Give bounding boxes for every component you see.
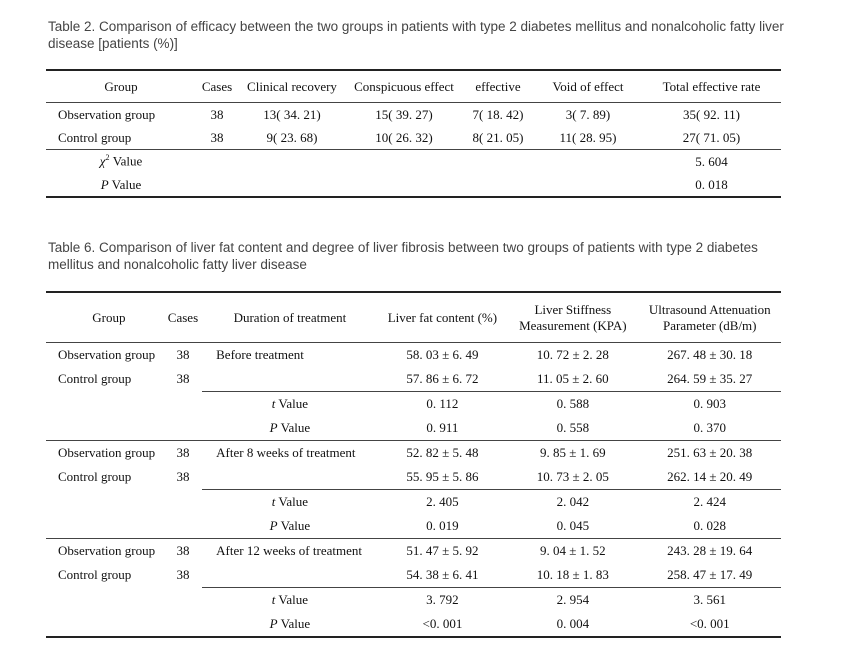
table-row <box>46 126 781 150</box>
void-of-effect-cell: 3( 7. 89) <box>565 106 611 122</box>
header-group: Group <box>46 292 164 343</box>
table-row <box>46 441 781 466</box>
p-value-label: P Value <box>100 176 142 192</box>
ultrasound-attenuation-cell: 267. 48 ± 30. 18 <box>667 347 753 362</box>
p-value-label: P Value <box>269 518 311 533</box>
liver-fat-cell: 57. 86 ± 6. 72 <box>406 371 479 386</box>
p-value-row <box>46 514 781 539</box>
cases-cell: 38 <box>176 347 190 362</box>
group-cell: Observation group <box>58 347 156 362</box>
ultrasound-attenuation-cell: 258. 47 ± 17. 49 <box>667 567 753 582</box>
cases-cell: 38 <box>210 129 224 145</box>
chi-square-label: $\chi^2$ Value <box>46 150 196 174</box>
group-cell: Control group <box>58 469 132 485</box>
liver-stiffness-cell: 10. 18 ± 1. 83 <box>536 567 609 582</box>
p-value-uap: 0. 370 <box>693 420 726 435</box>
t-value-uap: 3. 561 <box>639 588 782 613</box>
header-cases: Cases <box>196 70 238 103</box>
effective-cell: 8( 21. 05) <box>472 129 524 145</box>
t-value-row <box>46 392 781 417</box>
p-value-fat: <0. 001 <box>422 616 463 631</box>
ultrasound-attenuation-cell: 264. 59 ± 35. 27 <box>667 371 753 386</box>
table-row <box>46 343 781 368</box>
ultrasound-attenuation-cell: 251. 63 ± 20. 38 <box>639 441 782 466</box>
p-value-lsm: 0. 045 <box>556 518 590 533</box>
clinical-recovery-cell: 9( 23. 68) <box>266 129 318 145</box>
header-ultrasound-attenuation: Ultrasound Attenuation Parameter (dB/m) <box>639 292 782 343</box>
conspicuous-effect-cell: 10( 26. 32) <box>375 129 433 145</box>
ultrasound-attenuation-cell: 243. 28 ± 19. 64 <box>639 539 782 564</box>
header-total-effective-rate: Total effective rate <box>642 70 781 103</box>
cases-cell: 38 <box>164 539 202 564</box>
total-effective-rate-cell: 35( 92. 11) <box>683 106 740 122</box>
p-value-row <box>46 416 781 441</box>
group-cell: Control group <box>58 567 132 583</box>
duration-cell: After 8 weeks of treatment <box>202 441 378 466</box>
ultrasound-attenuation-cell: 262. 14 ± 20. 49 <box>667 469 753 484</box>
p-value-label: P Value <box>269 420 311 435</box>
t-value-fat: 2. 405 <box>378 490 508 515</box>
table-row <box>46 465 781 490</box>
efficacy-table <box>46 69 781 198</box>
header-clinical-recovery: Clinical recovery <box>238 70 346 103</box>
liver-fat-table <box>46 291 781 638</box>
group-cell: Observation group <box>46 539 164 564</box>
header-liver-stiffness: Liver Stiffness Measurement (KPA) <box>507 292 638 343</box>
p-value: 0. 018 <box>695 176 728 192</box>
p-value-fat: 0. 019 <box>426 518 459 533</box>
liver-stiffness-cell: 11. 05 ± 2. 60 <box>537 371 609 386</box>
t-value-fat: 0. 112 <box>378 392 508 417</box>
header-liver-fat: Liver fat content (%) <box>378 292 508 343</box>
table-header-row <box>46 292 781 343</box>
t-value-uap: 0. 903 <box>639 392 782 417</box>
effective-cell: 7( 18. 42) <box>472 106 524 122</box>
group-cell: Control group <box>58 371 132 387</box>
liver-stiffness-cell: 9. 04 ± 1. 52 <box>507 539 638 564</box>
p-value-fat: 0. 911 <box>426 420 459 435</box>
table-row <box>46 539 781 564</box>
conspicuous-effect-cell: 15( 39. 27) <box>375 106 433 122</box>
header-group: Group <box>46 70 196 103</box>
cases-cell: 38 <box>164 441 202 466</box>
liver-fat-cell: 52. 82 ± 5. 48 <box>378 441 508 466</box>
header-conspicuous-effect: Conspicuous effect <box>346 70 462 103</box>
header-duration: Duration of treatment <box>202 292 378 343</box>
clinical-recovery-cell: 13( 34. 21) <box>263 106 321 122</box>
t-value-uap: 2. 424 <box>639 490 782 515</box>
table-row <box>46 563 781 588</box>
t-value-label: t Value <box>202 490 378 515</box>
cases-cell: 38 <box>176 371 190 387</box>
cases-cell: 38 <box>176 469 190 485</box>
t-value-label: t Value <box>202 588 378 613</box>
header-cases: Cases <box>164 292 202 343</box>
p-value-uap: <0. 001 <box>689 616 730 631</box>
table2-caption: Table 2. Comparison of efficacy between the two groups in patients with type 2 diabetes mellitus and nonalcoholic fatty liver disease [patients (%)] <box>48 19 784 51</box>
header-void-of-effect: Void of effect <box>534 70 642 103</box>
table6-caption: Table 6. Comparison of liver fat content and degree of liver fibrosis between two groups of patients with type 2 diabetes mellitus and nonalcoholic fatty liver disease <box>48 240 758 272</box>
group-cell: Control group <box>58 129 132 145</box>
liver-fat-cell: 55. 95 ± 5. 86 <box>406 469 479 484</box>
table-row <box>46 103 781 127</box>
duration-cell: After 12 weeks of treatment <box>202 539 378 564</box>
t-value-lsm: 0. 588 <box>507 392 638 417</box>
p-value-row <box>46 173 781 197</box>
cases-cell: 38 <box>176 567 190 583</box>
liver-fat-cell: 51. 47 ± 5. 92 <box>378 539 508 564</box>
liver-fat-cell: 54. 38 ± 6. 41 <box>406 567 479 582</box>
chi-square-row <box>46 150 781 174</box>
liver-stiffness-cell: 10. 72 ± 2. 28 <box>536 347 609 362</box>
duration-cell: Before treatment <box>216 347 304 362</box>
t-value-fat: 3. 792 <box>378 588 508 613</box>
table-header-row <box>46 70 781 103</box>
table-row <box>46 367 781 392</box>
p-value-row <box>46 612 781 637</box>
group-cell: Observation group <box>46 441 164 466</box>
liver-stiffness-cell: 9. 85 ± 1. 69 <box>507 441 638 466</box>
header-effective: effective <box>462 70 534 103</box>
void-of-effect-cell: 11( 28. 95) <box>559 129 617 145</box>
p-value-lsm: 0. 558 <box>556 420 590 435</box>
liver-stiffness-cell: 10. 73 ± 2. 05 <box>536 469 609 484</box>
group-cell: Observation group <box>58 106 156 122</box>
t-value-lsm: 2. 042 <box>507 490 638 515</box>
t-value-row <box>46 490 781 515</box>
p-value-label: P Value <box>269 616 311 631</box>
t-value-row <box>46 588 781 613</box>
t-value-label: t Value <box>202 392 378 417</box>
total-effective-rate-cell: 27( 71. 05) <box>682 129 741 145</box>
liver-fat-cell: 58. 03 ± 6. 49 <box>406 347 479 362</box>
cases-cell: 38 <box>210 106 224 122</box>
t-value-lsm: 2. 954 <box>507 588 638 613</box>
p-value-lsm: 0. 004 <box>556 616 590 631</box>
p-value-uap: 0. 028 <box>693 518 726 533</box>
chi-square-value: 5. 604 <box>642 150 781 174</box>
